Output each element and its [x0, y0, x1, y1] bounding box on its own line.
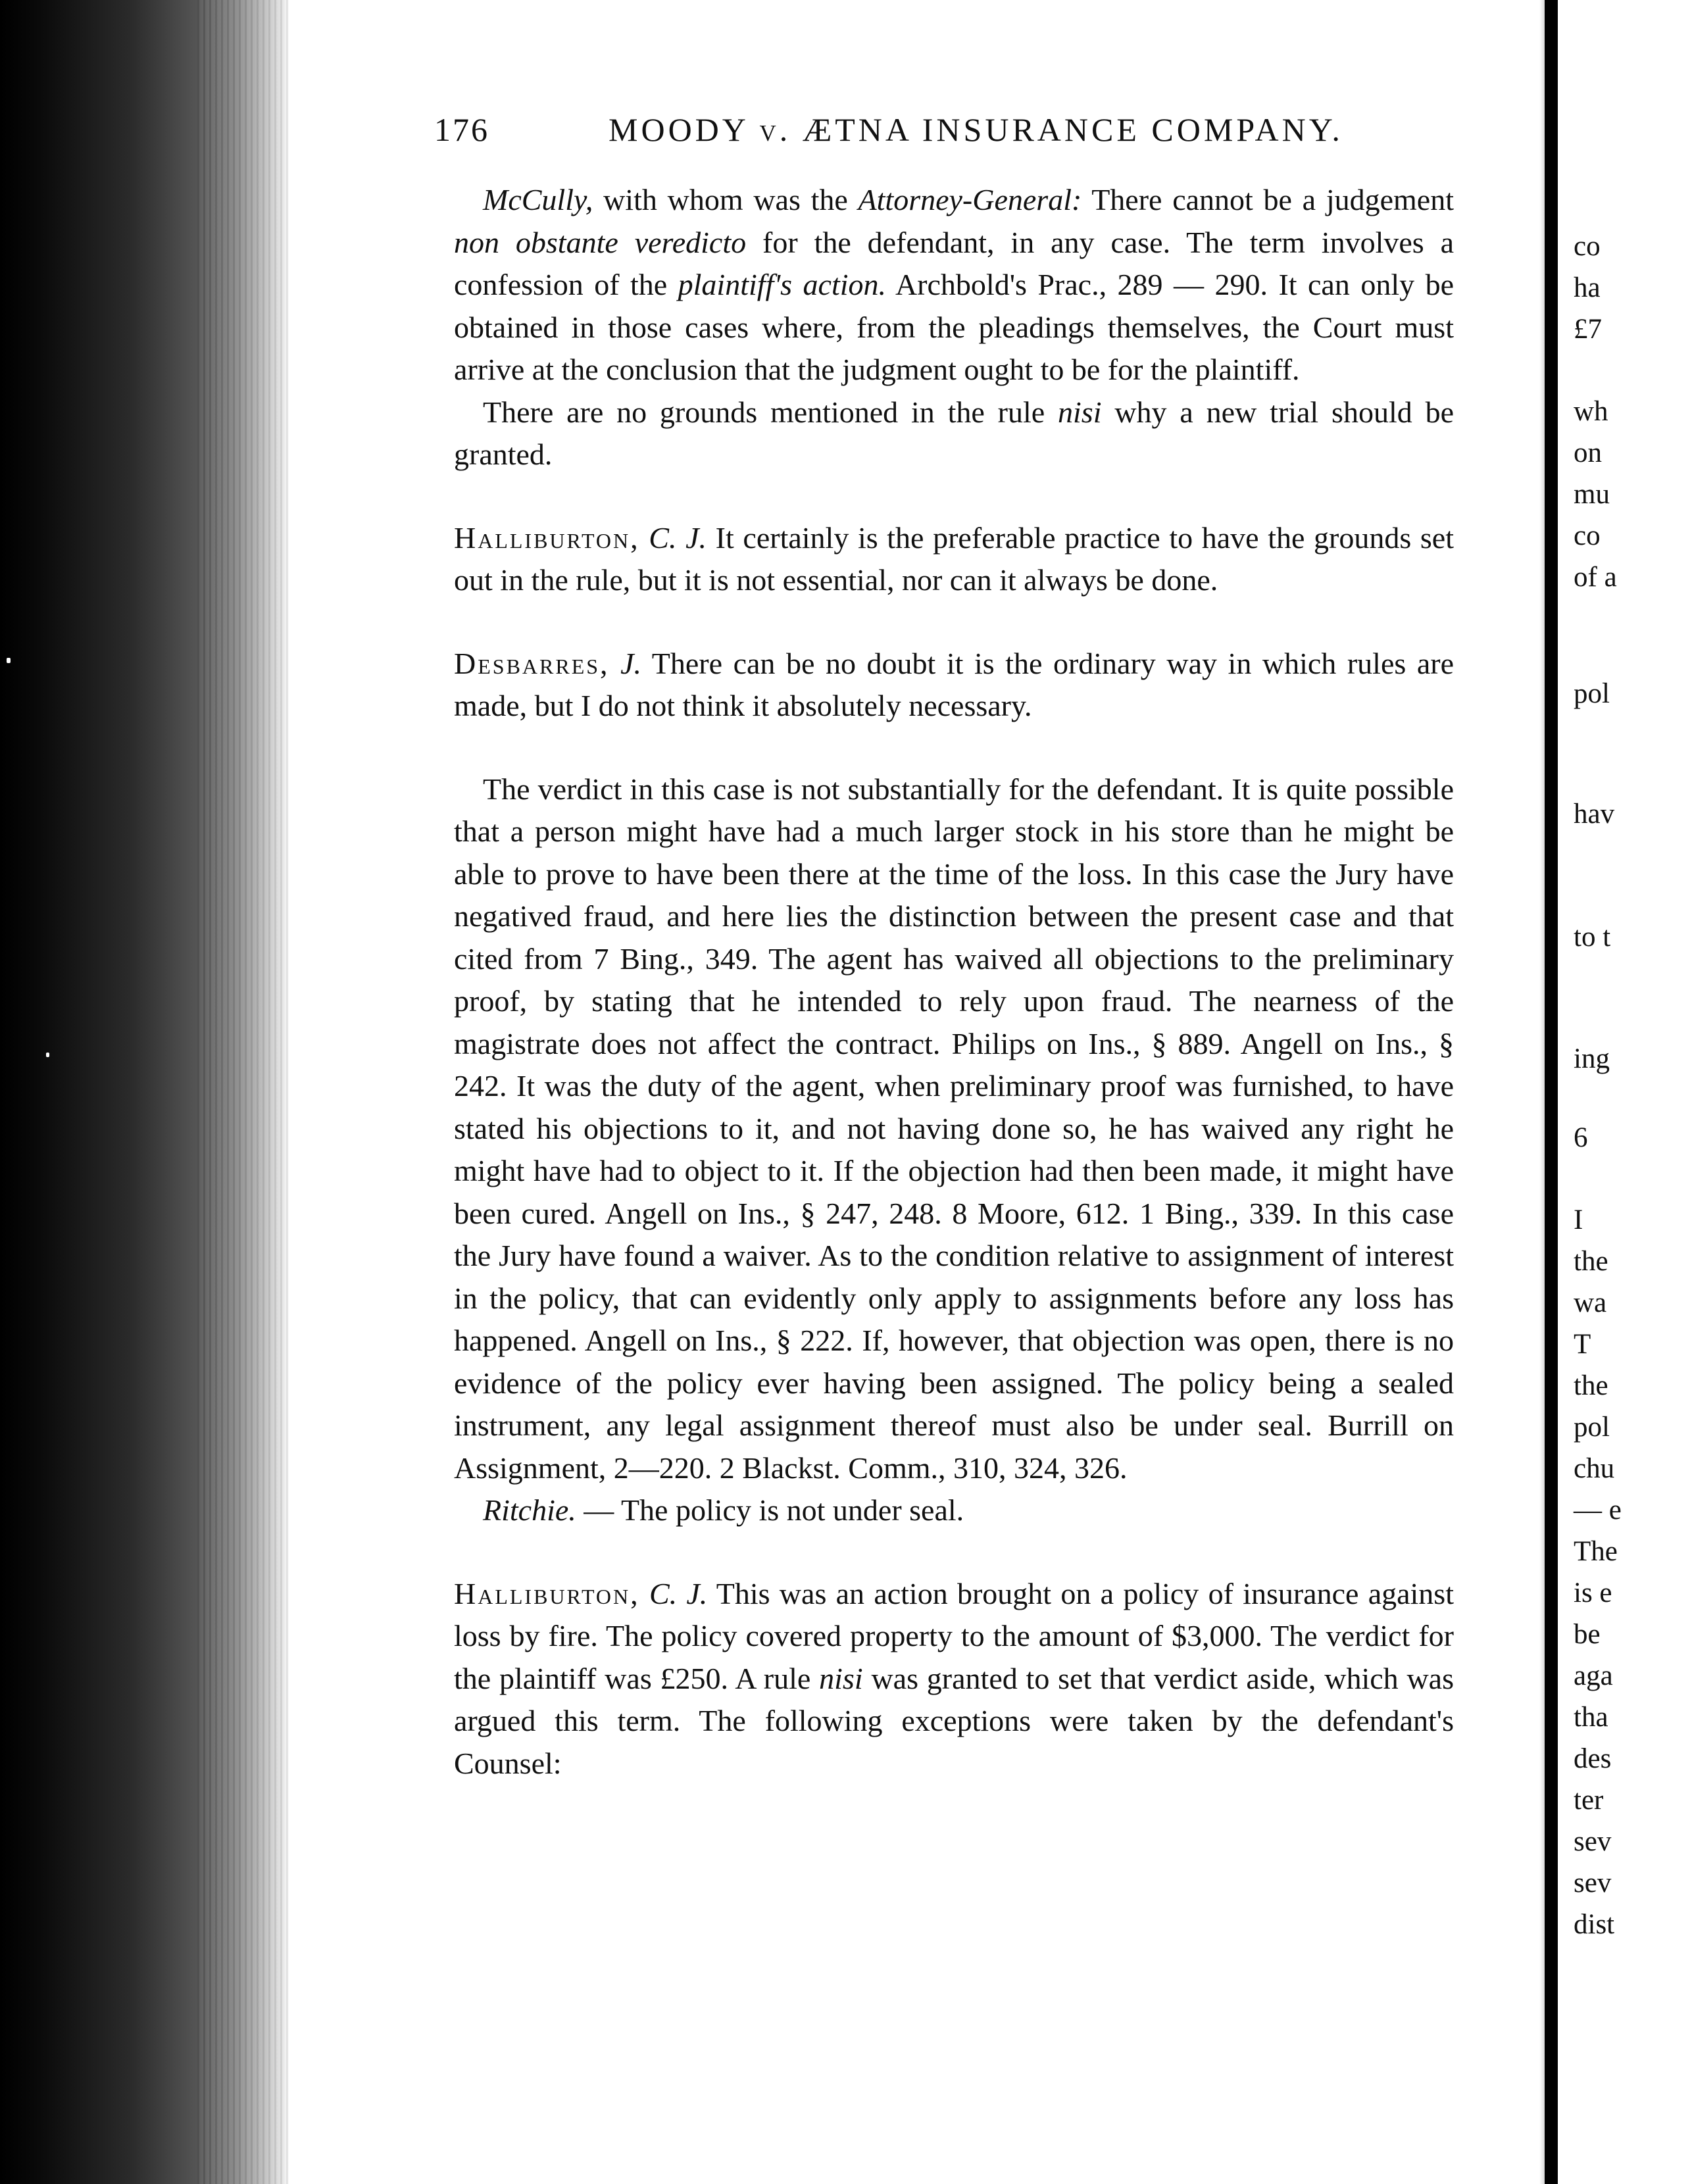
speaker-name: Halliburton, — [454, 1576, 640, 1610]
text-run: — The policy is not under seal. — [576, 1493, 964, 1527]
running-title: MOODY v. ÆTNA INSURANCE COMPANY. — [609, 111, 1343, 148]
text-run: why a new trial should be granted. — [454, 395, 1454, 471]
next-page-fragment: ing — [1574, 1043, 1610, 1074]
next-page-fragment: sev — [1574, 1868, 1612, 1899]
next-page-fragment: co — [1574, 520, 1601, 551]
speaker-title: C. J. — [649, 1576, 708, 1610]
next-page-fragment: mu — [1574, 479, 1610, 510]
next-page-fragment: dist — [1574, 1909, 1615, 1940]
next-page-fragment: chu — [1574, 1453, 1615, 1484]
text-run: This was an action brought on a policy of insurance against loss by fire. The policy covered property to the amount of $3,000. The verdict for the plaintiff was £250. A rule — [454, 1576, 1454, 1695]
next-page-fragment: sev — [1574, 1826, 1612, 1857]
next-page-edge — [1558, 0, 1692, 2184]
italic-run: nisi — [819, 1661, 863, 1695]
next-page-fragment: on — [1574, 437, 1602, 468]
paragraph-halliburton-2 — [454, 1573, 1454, 1785]
next-page-fragment: pol — [1574, 1412, 1610, 1443]
paragraph-mccully — [454, 179, 1454, 391]
paragraph-gap — [454, 728, 1454, 768]
next-page-fragment: £7 — [1574, 314, 1602, 345]
next-page-fragment: T — [1574, 1329, 1591, 1360]
next-page-fragment: The — [1574, 1536, 1618, 1567]
next-page-fragment: be — [1574, 1619, 1601, 1650]
paragraph-ritchie — [454, 1489, 1454, 1532]
paragraph-halliburton-1 — [454, 517, 1454, 602]
scan-speck — [7, 658, 11, 663]
page-number: 176 — [434, 111, 489, 148]
scan-speck — [46, 1053, 49, 1057]
italic-run: plaintiff's action. — [678, 268, 887, 301]
next-page-fragment: 6 — [1574, 1122, 1588, 1153]
next-page-fragment: wa — [1574, 1287, 1607, 1318]
text-run: There cannot be a judgement — [1082, 183, 1455, 216]
page-divider — [1545, 0, 1558, 2184]
next-page-fragment: aga — [1574, 1660, 1613, 1691]
paragraph-desbarres — [454, 643, 1454, 728]
page-gutter — [1539, 0, 1545, 2184]
paragraph-gap — [454, 1532, 1454, 1573]
body-text — [454, 179, 1454, 1785]
paragraph-no-grounds — [454, 391, 1454, 476]
speaker-name: Halliburton, — [454, 520, 640, 555]
text-run: with whom was the — [593, 183, 858, 216]
speaker-name: McCully, — [483, 183, 593, 216]
text-run: There are no grounds mentioned in the rule — [483, 395, 1058, 429]
next-page-fragment: des — [1574, 1743, 1612, 1774]
next-page-fragment: ter — [1574, 1785, 1604, 1816]
next-page-fragment: the — [1574, 1370, 1608, 1401]
speaker-name: Ritchie. — [483, 1493, 576, 1527]
next-page-fragment: wh — [1574, 396, 1608, 427]
paragraph-verdict: The verdict in this case is not substantially for the defendant. It is quite possible that a person might have had a much larger stock in his store than he might be able to prove to have been there at the time of the loss. In this case the Jury have negatived fraud, and here lies the distinction between the present case and that cited from 7 Bing., 349. The agent has waived all objections to the preliminary proof, by stating that he intended to rely upon fraud. The nearness of the magistrate does not affect the contract. Philips on Ins., § 889. Angell on Ins., § 242. It was the duty of the agent, when preliminary proof was furnished, to have stated his objections to it, and not having done so, he has waived any right he might have had to object to it. If the objection had then been made, it might have been cured. Angell on Ins., § 247, 248. 8 Moore, 612. 1 Bing., 339. In this case the Jury have found a waiver. As to the condition relative to assignment of interest in the policy, that can evidently only apply to assignments before any loss has happened. Angell on Ins., § 222. If, however, that objection was open, there is no evidence of the policy ever having been assigned. The policy being a sealed instrument, any legal assignment thereof must also be under seal. Burrill on Assignment, 2—220. 2 Blackst. Comm., 310, 324, 326. — [454, 772, 1454, 1485]
next-page-fragment: hav — [1574, 799, 1615, 830]
italic-run: non obstante veredicto — [454, 225, 747, 259]
text-run: Archbold's Prac., 289 — 290. It can only be obtained in those cases where, from the pleadings themselves, the Court must arrive at the conclusion that the judgment ought to be for the plaintiff. — [454, 268, 1454, 386]
paragraph-gap — [454, 602, 1454, 643]
text-run: There can be no doubt it is the ordinary way in which rules are made, but I do not think it absolutely necessary. — [454, 646, 1454, 722]
italic-run: nisi — [1058, 395, 1102, 429]
next-page-fragment: ha — [1574, 272, 1601, 303]
speaker-name: Desbarres, — [454, 646, 610, 680]
paragraph-gap — [454, 476, 1454, 517]
speaker-title: J. — [620, 646, 642, 680]
scanner-background — [0, 0, 289, 2184]
next-page-fragment: I — [1574, 1204, 1583, 1235]
speaker-title: C. J. — [649, 520, 707, 555]
next-page-fragment: is e — [1574, 1577, 1612, 1608]
italic-run: Attorney-General: — [858, 183, 1082, 216]
next-page-fragment: pol — [1574, 678, 1610, 709]
text-run: was granted to set that verdict aside, which was argued this term. The following exceptions were taken by the defendant's Counsel: — [454, 1661, 1454, 1780]
next-page-fragment: — e — [1574, 1495, 1622, 1526]
text-run: It certainly is the preferable practice to have the grounds set out in the rule, but it is not essential, nor can it always be done. — [454, 520, 1455, 597]
running-head — [434, 111, 1408, 157]
next-page-fragment: tha — [1574, 1702, 1608, 1733]
next-page-fragment: co — [1574, 231, 1601, 262]
text-run: for the defendant, in any case. The term involves a confession of the — [454, 225, 1454, 301]
next-page-fragment: of a — [1574, 562, 1617, 593]
page-edge-shadow — [197, 0, 289, 2184]
next-page-fragment: to t — [1574, 922, 1611, 953]
next-page-fragment: the — [1574, 1246, 1608, 1277]
